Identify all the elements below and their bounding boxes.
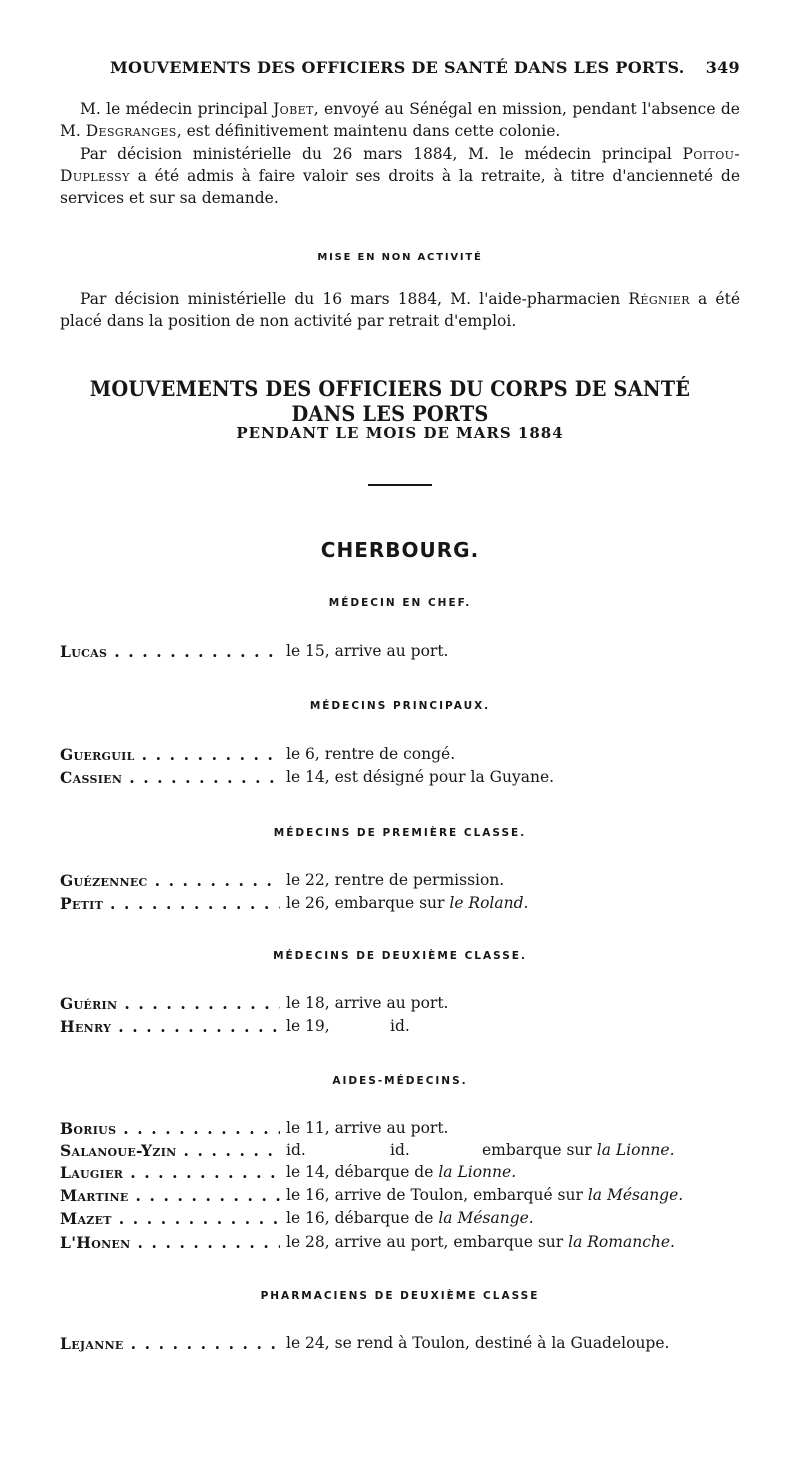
entry-text: le 18, arrive au port. [286, 994, 449, 1012]
page-number: 349 [705, 58, 740, 77]
list-item [60, 642, 750, 664]
entry-text-id: id. [390, 1017, 410, 1035]
ship-name: la Mésange. [438, 1209, 534, 1227]
heading-non-activite: MISE EN NON ACTIVITÉ [317, 252, 483, 263]
entry-name: L'Honen . . . [60, 1233, 280, 1252]
list-item [60, 894, 750, 916]
main-title: MOUVEMENTS DES OFFICIERS DU CORPS DE SANTÉ DANS LES PORTS [89, 376, 691, 426]
entry-name: Laugier . . . [60, 1163, 280, 1182]
section-heading-chef: MÉDECIN EN CHEF. [328, 597, 472, 609]
list-item [60, 1233, 750, 1255]
list-item [60, 1119, 750, 1141]
list-item [60, 994, 750, 1016]
person-name: Régnier [628, 290, 690, 308]
entry-name: Martine . . . [60, 1186, 280, 1205]
entry-name: Henry . . . [60, 1017, 280, 1036]
entry-text: le 28, arrive au port, embarque sur la Romanche. [286, 1233, 675, 1251]
entry-name: Petit . . . [60, 894, 280, 913]
list-item [60, 745, 750, 767]
entry-text: le 22, rentre de permission. [286, 871, 505, 889]
entry-text: le 14, est désigné pour la Guyane. [286, 768, 555, 786]
entry-name: Lucas . . . [60, 642, 280, 661]
entry-text: le 26, embarque sur le Roland. [286, 894, 529, 912]
list-item [60, 1186, 750, 1208]
person-name: Desgranges [85, 122, 177, 140]
list-item [60, 1163, 750, 1185]
entry-name: Cassien . . . [60, 768, 280, 787]
entry-text: le 6, rentre de congé. [286, 745, 456, 763]
entry-text: id. [286, 1141, 306, 1159]
running-header [110, 58, 740, 77]
entry-text-embark: embarque sur la Lionne. [482, 1141, 675, 1159]
list-item [60, 1017, 750, 1039]
section-heading-principaux: MÉDECINS PRINCIPAUX. [309, 700, 491, 712]
list-item [60, 1141, 750, 1163]
entry-text-id: id. [390, 1141, 410, 1159]
city-heading: CHERBOURG. [320, 538, 480, 562]
list-item [60, 1334, 750, 1356]
entry-text: le 15, arrive au port. [286, 642, 449, 660]
ship-name: la Mésange. [587, 1186, 684, 1204]
entry-name: Mazet . . . [60, 1209, 280, 1228]
entry-name: Guérin . . . [60, 994, 280, 1013]
list-item [60, 871, 750, 893]
entry-text: le 16, arrive de Toulon, embarqué sur la Mésange. [286, 1186, 684, 1204]
ship-name: la Lionne. [596, 1141, 675, 1159]
section-heading-deuxieme: MÉDECINS DE DEUXIÈME CLASSE. [273, 950, 527, 962]
entry-text: le 24, se rend à Toulon, destiné à la Guadeloupe. [286, 1334, 670, 1352]
entry-name: Guerguil . . . [60, 745, 280, 764]
entry-name: Salanoue-Yzin . . . [60, 1141, 280, 1160]
ship-name: le Roland. [449, 894, 529, 912]
paragraph-jobet: M. le médecin principal Jobet, envoyé au Sénégal en mission, pendant l'absence de M. Desgranges, est définitivement maintenu dans cette colonie. [60, 100, 740, 140]
paragraph-regnier: Par décision ministérielle du 16 mars 1884, M. l'aide-pharmacien Régnier a été placé dans la position de non activité par retrait d'emploi. [60, 290, 741, 330]
divider-rule [368, 484, 432, 486]
main-subtitle: PENDANT LE MOIS DE MARS 1884 [236, 424, 564, 442]
list-item [60, 768, 750, 790]
ship-name: la Lionne. [438, 1163, 517, 1181]
ship-name: la Romanche. [568, 1233, 675, 1251]
entry-name: Guézennec . . . [60, 871, 280, 890]
entry-text: le 14, débarque de la Lionne. [286, 1163, 517, 1181]
header-title: MOUVEMENTS DES OFFICIERS DE SANTÉ DANS LES PORTS. [110, 58, 685, 77]
section-heading-premiere: MÉDECINS DE PREMIÈRE CLASSE. [273, 827, 527, 839]
section-heading-pharmaciens: PHARMACIENS DE DEUXIÈME CLASSE [260, 1290, 540, 1302]
list-item [60, 1209, 750, 1231]
section-heading-aides: AIDES-MÉDECINS. [332, 1075, 468, 1087]
person-name: Jobet [273, 100, 314, 118]
entry-text: le 11, arrive au port. [286, 1119, 449, 1137]
paragraph-poitou-duplessy: Par décision ministérielle du 26 mars 1884, M. le médecin principal Poitou-Duplessy a été admis à faire valoir ses droits à la retraite, à titre d'ancienneté de services et sur sa demande. [60, 145, 740, 207]
entry-name: Borius . . . [60, 1119, 280, 1138]
person-name: Poitou-Duplessy [60, 145, 740, 185]
entry-name: Lejanne . . . [60, 1334, 280, 1353]
entry-text: le 19, [286, 1017, 330, 1035]
entry-text: le 16, débarque de la Mésange. [286, 1209, 534, 1227]
